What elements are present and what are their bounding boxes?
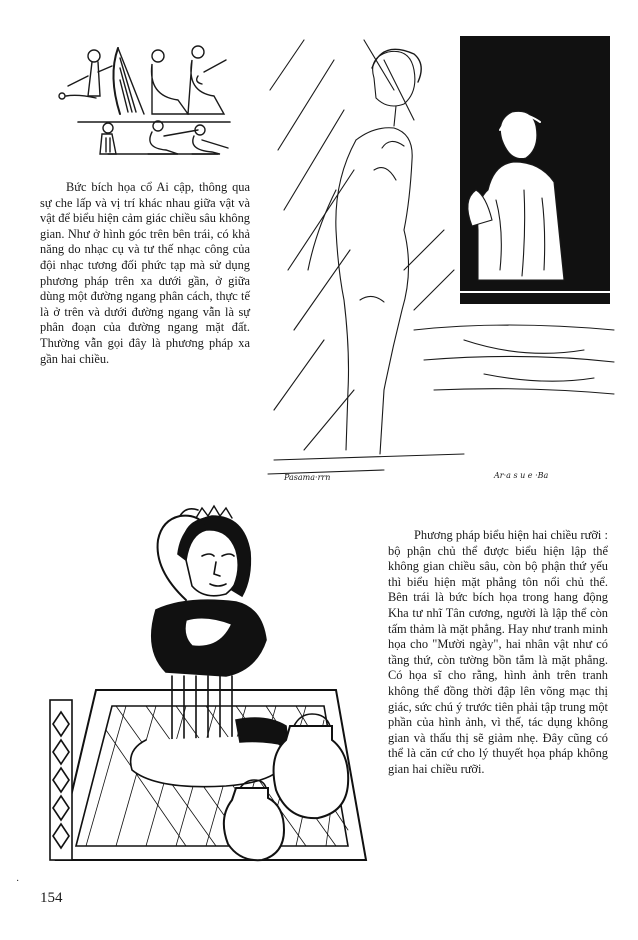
caption-bottom (388, 528, 608, 778)
margin-dot: · (16, 876, 20, 887)
page-number: 154 (40, 890, 63, 906)
caption-top (40, 180, 250, 367)
bath-scene-illustration (264, 30, 620, 484)
egyptian-musicians-illustration (48, 36, 232, 158)
kizil-cave-fresco-illustration (36, 500, 380, 870)
caption-top-text: Bức bích họa cổ Ai cập, thông qua sự che lấp và vị trí khác nhau giữa vật và vật để biểu hiện cảm giác chiều sâu không gian. Như ở hình góc trên bên trái, có khả năng do nhạc cụ và tư thế nhạc công của đội nhạc tương đối phức tạp mà sử dụng phương pháp trên xa dưới gần, ở giữa dùng một đường ngang phân cách, thực tế là ở trên và dưới đường ngang vẫn là sự phân đoạn của đường ngang mặt đất. Thường vẫn gọi đây là phương pháp xa gần hai chiều. (40, 180, 250, 366)
svg-text:Ar·a s u e ·Ba: Ar·a s u e ·Ba (494, 471, 549, 480)
caption-bottom-text: Phương pháp biểu hiện hai chiều rưỡi : bộ phận chủ thể được biểu hiện lập thể không gian chiều sâu, còn bộ phận thứ yếu thì biểu hiện mặt phẳng tôn nổi chủ thể. Bên trái là bức bích họa trong hang động Kha tư nhĩ Tân cương, người là lập thể còn tấm thảm là mặt phẳng. Hay như tranh minh họa cho "Mười ngày", hai nhân vật như có tầng thứ, còn tường bồn tắm là mặt phẳng. Có họa sĩ cho rằng, hình ảnh trên tranh không thể đồng thời đập lên võng mạc thị giác, sức chú ý trước tiên phải tập trung một phần của hình ảnh, vì thế, tác dụng không gian và thấu thị sẽ giảm nhẹ. Đây cũng có thể là căn cứ cho lý thuyết họa pháp không gian hai chiều rưỡi. (388, 528, 608, 776)
svg-text:Pasama·rrn: Pasama·rrn (284, 473, 331, 482)
